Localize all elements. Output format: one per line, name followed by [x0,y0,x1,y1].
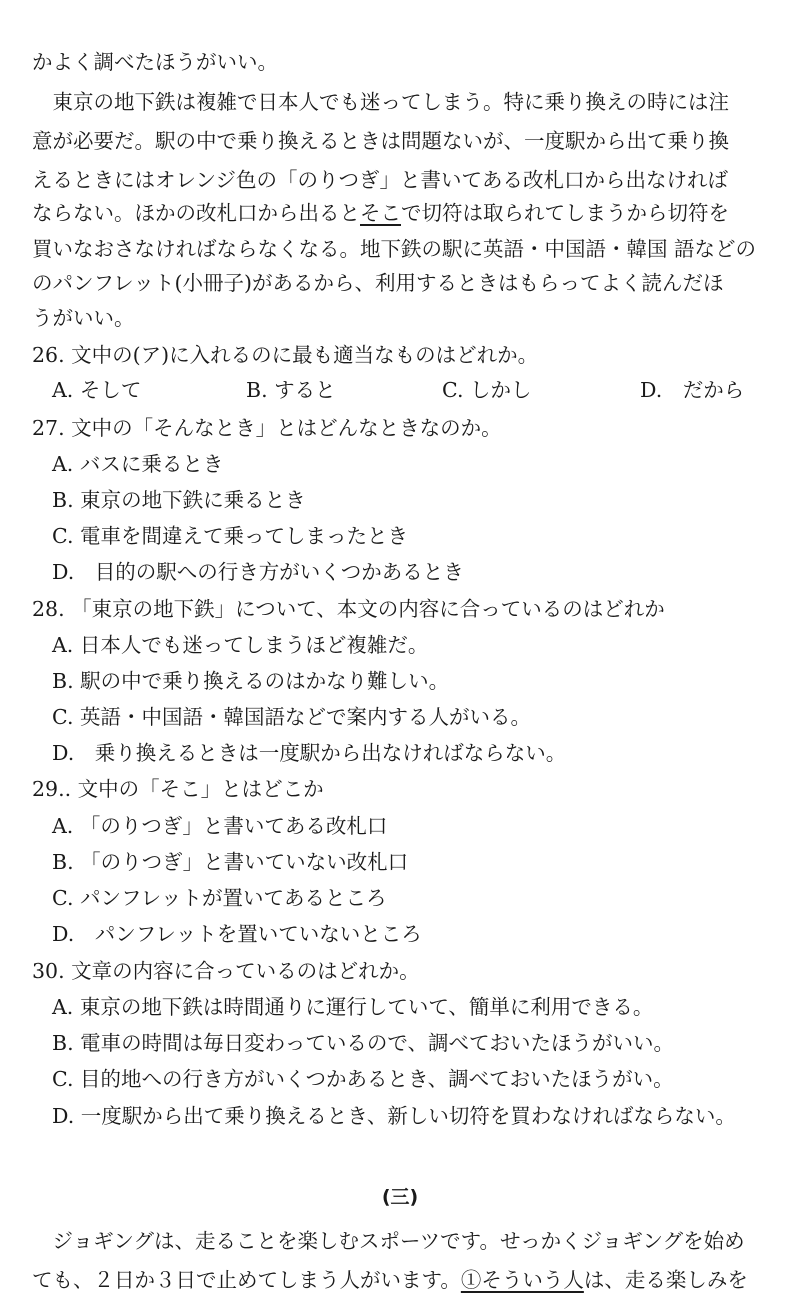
passage-line-6: 買いなおさなければならなくなる。地下鉄の駅に英語・中国語・韓国 語などの [32,237,757,261]
q26-option-d: D. だから [640,378,745,402]
passage-line-5-end: で切符は取られてしまうから切符を [401,201,729,225]
passage-line-3: 意が必要だ。駅の中で乗り換えるときは問題ないが、一度駅から出て乗り換 [32,129,729,153]
passage-line-5 [32,195,729,231]
q28-option-d: D. 乗り換えるときは一度駅から出なければならない。 [52,741,567,765]
q30-option-c: C. 目的地への行き方がいくつかあるとき、調べておいたほうがい。 [52,1067,674,1091]
question-30: 30. 文章の内容に合っているのはどれか。 [32,959,420,983]
section-heading: (三) [381,1186,419,1208]
q27-option-c: C. 電車を間違えて乗ってしまったとき [52,524,408,548]
q29-option-a: A. 「のりつぎ」と書いてある改札口 [52,814,388,838]
underlined-soko: そこ [360,201,401,225]
q27-option-a: A. バスに乗るとき [52,452,224,476]
question-28: 28. 「東京の地下鉄」について、本文の内容に合っているのはどれか [32,597,665,621]
section3-line-2-start: ても、２日か３日で止めてしまう人がいます。 [32,1268,461,1292]
q30-option-a: A. 東京の地下鉄は時間通りに運行していて、簡単に利用できる。 [52,995,654,1019]
question-27: 27. 文中の「そんなとき」とはどんなときなのか。 [32,416,502,440]
q28-option-c: C. 英語・中国語・韓国語などで案内する人がいる。 [52,705,531,729]
q28-option-b: B. 駅の中で乗り換えるのはかなり難しい。 [52,669,450,693]
q30-option-b: B. 電車の時間は毎日変わっているので、調べておいたほうがいい。 [52,1031,674,1055]
q27-option-d: D. 目的の駅への行き方がいくつかあるとき [52,560,464,584]
q26-option-b: B. すると [246,378,336,402]
section3-line-2-end: は、走る楽しみを [583,1268,748,1292]
passage-line-5-start: ならない。ほかの改札口から出ると [32,201,360,225]
q29-option-d: D. パンフレットを置いていないところ [52,922,422,946]
question-29: 29.. 文中の「そこ」とはどこか [32,777,324,801]
q29-option-b: B. 「のりつぎ」と書いていない改札口 [52,850,409,874]
passage-line-8: うがいい。 [32,306,135,330]
section3-line-1: ジョギングは、走ることを楽しむスポーツです。せっかくジョギングを始め [32,1229,745,1253]
question-26: 26. 文中の(ア)に入れるのに最も適当なものはどれか。 [32,343,539,367]
q30-option-d: D. 一度駅から出て乗り換えるとき、新しい切符を買わなければならない。 [52,1104,736,1128]
passage-line-4: えるときにはオレンジ色の「のりつぎ」と書いてある改札口から出なければ [32,168,728,192]
q29-option-c: C. パンフレットが置いてあるところ [52,886,387,910]
passage-line-2: 東京の地下鉄は複雑で日本人でも迷ってしまう。特に乗り換えの時には注 [32,90,729,114]
q26-option-c: C. しかし [442,378,532,402]
q26-option-a: A. そして [52,378,142,402]
q28-option-a: A. 日本人でも迷ってしまうほど複雑だ。 [52,633,429,657]
passage-line-7: のパンフレット(小冊子)があるから、利用するときはもらってよく読んだほ [32,271,724,295]
q27-option-b: B. 東京の地下鉄に乗るとき [52,488,306,512]
section3-line-2 [32,1262,748,1298]
passage-line-1: かよく調べたほうがいい。 [32,50,278,74]
underlined-souiu-hito: ①そういう人 [460,1268,584,1292]
